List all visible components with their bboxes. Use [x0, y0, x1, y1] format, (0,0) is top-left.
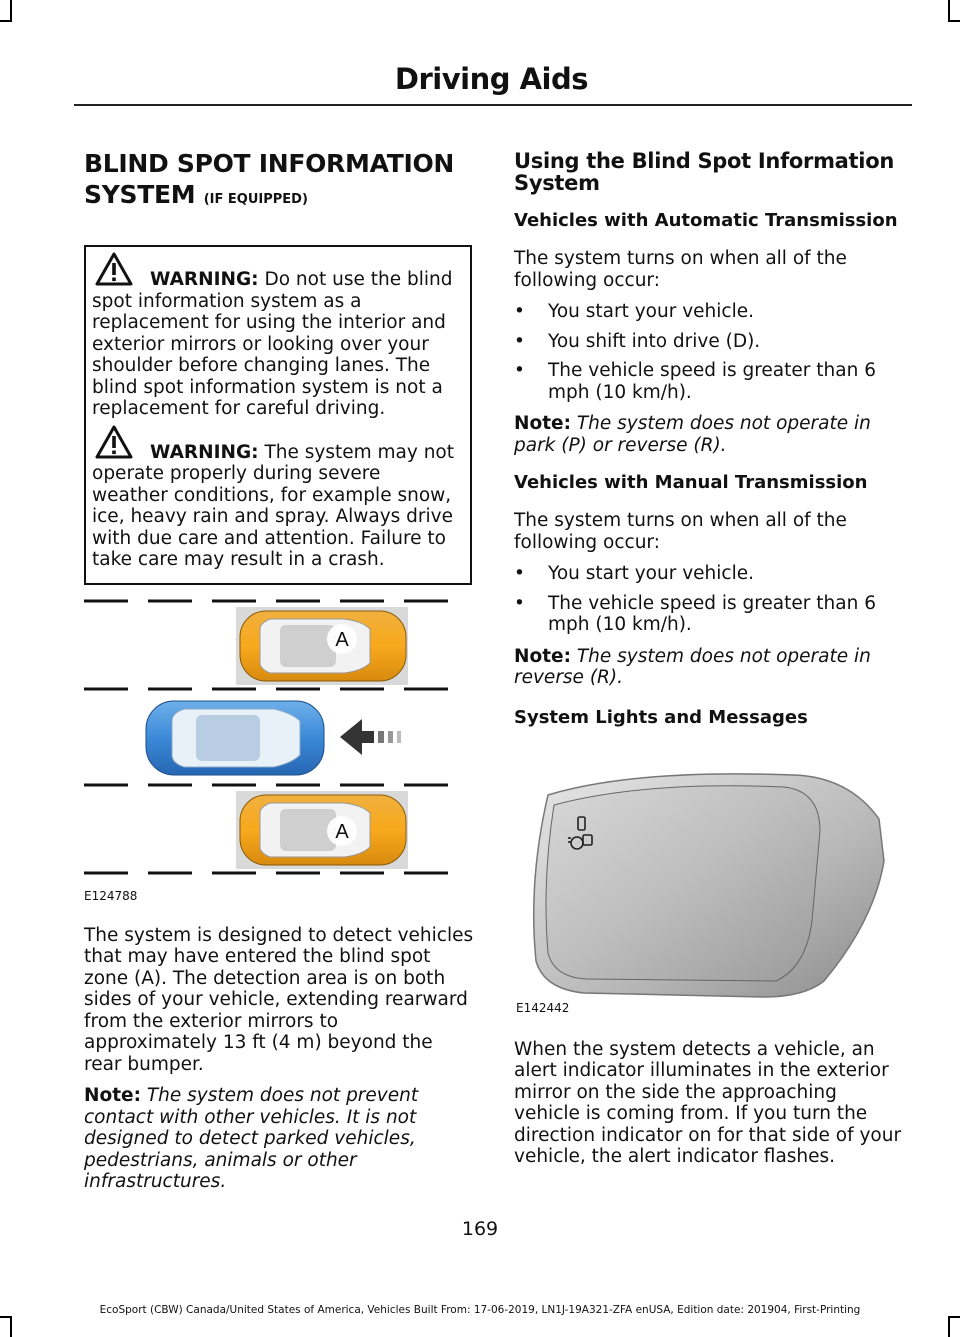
warning-text: The system may not operate properly during severe weather conditions, for example snow, ice, heavy rain and spray. Always drive with due care and attention. Failure to take care may result in a crash. — [92, 441, 455, 570]
crop-mark — [0, 1316, 12, 1318]
blind-spot-diagram — [84, 595, 474, 885]
list-item-text: The vehicle speed is greater than 6 mph (10 km/h). — [548, 360, 876, 403]
page-number: 169 — [461, 1218, 499, 1240]
crop-mark — [948, 1316, 950, 1337]
list-item — [514, 593, 904, 636]
left-column — [84, 140, 474, 1193]
mirror-figure — [514, 771, 904, 1015]
orange-car-bottom — [240, 795, 406, 865]
manual-note — [514, 646, 904, 689]
footer-text: EcoSport (CBW) Canada/United States of America, Vehicles Built From: 17-06-2019, LN1J-19A321-ZFA enUSA, Edition date: 201904, First-Printing — [99, 1304, 861, 1316]
note-text: The system does not prevent contact with other vehicles. It is not designed to detect parked vehicles, pedestrians, animals or other infrastructures. — [84, 1085, 419, 1192]
list-item — [514, 301, 904, 323]
note-label: Note: — [84, 1085, 141, 1106]
note-text: The system does not operate in reverse (R). — [514, 645, 871, 688]
section-title: Driving Aids — [394, 62, 588, 96]
lights-heading: System Lights and Messages — [514, 706, 808, 728]
crop-mark — [948, 0, 950, 22]
crop-mark — [10, 1316, 12, 1337]
arrow-left-icon — [340, 719, 401, 755]
mirror-glass — [546, 785, 820, 980]
note-label: Note: — [514, 645, 571, 667]
warning-1 — [92, 269, 462, 420]
subsection-heading: Using the Blind Spot Information System — [514, 149, 894, 195]
body-paragraph: The system is designed to detect vehicles that may have entered the blind spot zone (A). The detection area is on both sides of your vehicle, extending rearward from the exterior mirrors to approximately 13 ft (4 m) beyond the rear bumper. — [84, 924, 474, 1075]
blue-car — [146, 701, 324, 775]
list-item — [514, 563, 904, 585]
zone-label: A — [335, 628, 349, 651]
figure-code: E124788 — [84, 888, 138, 903]
bullet: • — [514, 563, 525, 584]
manual-heading: Vehicles with Manual Transmission — [514, 472, 868, 493]
warning-2 — [92, 442, 462, 571]
crop-mark — [948, 1316, 960, 1318]
bullet: • — [514, 592, 525, 614]
heading-main: BLIND SPOT INFORMATION SYSTEM — [84, 149, 455, 209]
bullet: • — [514, 360, 525, 381]
side-mirror-diagram — [514, 771, 904, 1011]
zone-label: A — [335, 820, 349, 843]
list-item-text: The vehicle speed is greater than 6 mph (10 km/h). — [548, 592, 876, 635]
manual-intro: The system turns on when all of the following occur: — [514, 510, 847, 553]
auto-note — [514, 413, 904, 456]
warning-label: WARNING: — [150, 269, 259, 290]
list-item — [514, 360, 904, 403]
crop-mark — [0, 20, 12, 22]
body-paragraph: When the system detects a vehicle, an alert indicator illuminates in the exterior mirror on the side the approaching vehicle is coming from. If you turn the direction indicator on for that side of your vehicle, the alert indicator flashes. — [514, 1038, 902, 1167]
warning-text: Do not use the blind spot information system as a replacement for using the interior and exterior mirrors or looking over your shoulder before changing lanes. The blind spot information system is not a replacement for careful driving. — [92, 269, 453, 419]
list-item-text: You start your vehicle. — [548, 301, 754, 322]
warning-triangle-icon — [94, 424, 134, 460]
auto-heading: Vehicles with Automatic Transmission — [514, 210, 898, 231]
note-paragraph — [84, 1085, 474, 1193]
blind-spot-figure — [84, 595, 474, 903]
bullet: • — [514, 301, 525, 322]
heading-suffix: (IF EQUIPPED) — [203, 192, 308, 207]
crop-mark — [10, 0, 12, 22]
crop-mark — [948, 20, 960, 22]
bullet: • — [514, 330, 525, 352]
list-item-text: You start your vehicle. — [548, 563, 754, 584]
section-heading — [84, 148, 474, 215]
header-rule — [74, 104, 912, 106]
warning-triangle-icon — [94, 251, 134, 287]
list-item — [514, 331, 904, 353]
orange-car-top — [240, 611, 406, 681]
note-label: Note: — [514, 413, 571, 434]
note-text: The system does not operate in park (P) or reverse (R). — [514, 413, 871, 456]
warning-label: WARNING: — [150, 441, 259, 463]
figure-code: E142442 — [516, 1000, 570, 1015]
auto-bullet-list — [514, 301, 904, 403]
auto-intro: The system turns on when all of the following occur: — [514, 248, 847, 291]
list-item-text: You shift into drive (D). — [548, 330, 761, 352]
warning-box — [84, 245, 472, 585]
right-column — [514, 140, 904, 1168]
manual-bullet-list — [514, 563, 904, 636]
